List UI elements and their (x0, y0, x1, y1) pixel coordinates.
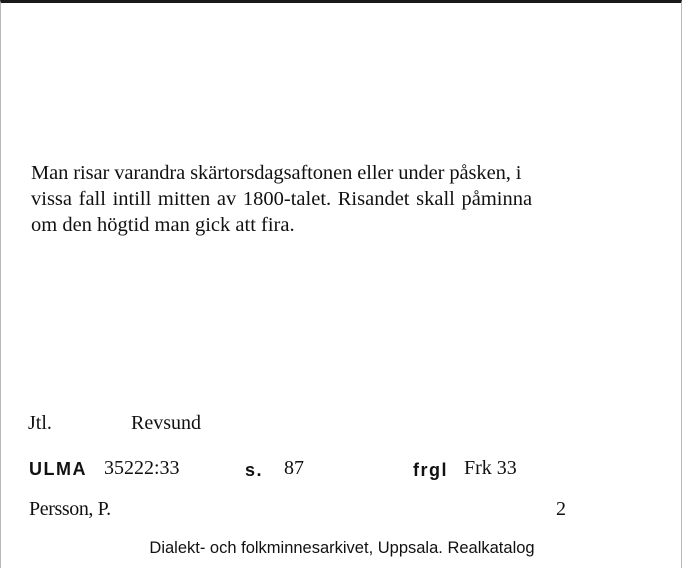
page-number: 87 (284, 457, 304, 479)
body-line-2: vissa fall intill mitten av 1800-talet. Risandet skall påminna (31, 188, 533, 210)
card-number: 2 (556, 498, 566, 520)
question-value: Frk 33 (464, 457, 517, 479)
province: Jtl. (28, 412, 52, 434)
body-line-1: Man risar varandra skärtorsdagsaftonen eller under påsken, i (31, 162, 522, 184)
page-label: s. (245, 460, 264, 480)
card-body-text (31, 160, 661, 238)
body-line-3: om den högtid man gick att fira. (31, 214, 295, 236)
archive-footer: Dialekt- och folkminnesarkivet, Uppsala. Realkatalog (149, 539, 535, 557)
parish: Revsund (131, 412, 201, 434)
archive-label: ULMA (29, 459, 87, 479)
question-label: frgl (413, 460, 448, 480)
archive-number: 35222:33 (104, 457, 180, 479)
informant: Persson, P. (29, 498, 111, 520)
